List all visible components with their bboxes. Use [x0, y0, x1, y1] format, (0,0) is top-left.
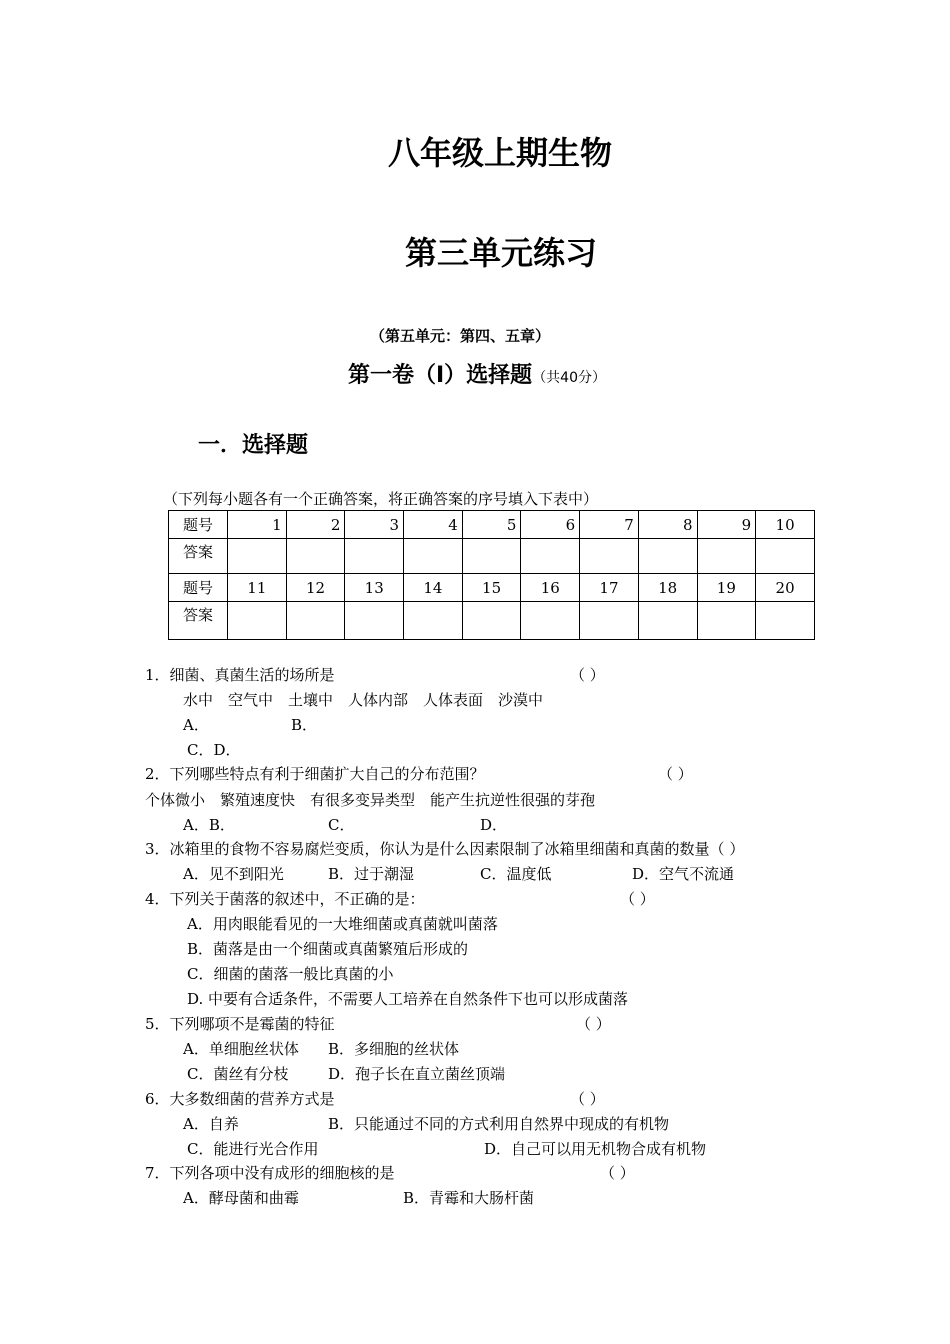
answer-cell[interactable] — [345, 539, 404, 574]
instruction-text: （下列每小题各有一个正确答案，将正确答案的序号填入下表中） — [163, 490, 599, 508]
section-heading: 一．选择题 — [198, 433, 309, 458]
answer-cell[interactable] — [638, 602, 697, 640]
question-number-cell: 5 — [462, 511, 521, 539]
question-number-cell: 14 — [404, 574, 463, 602]
question-number-cell: 9 — [697, 511, 756, 539]
question-number-cell: 19 — [697, 574, 756, 602]
answer-cell[interactable] — [756, 539, 815, 574]
question-6-answer-bracket: （ ） — [570, 1090, 605, 1108]
question-1-option-a: A． — [183, 716, 209, 734]
question-5-option-a: A．单细胞丝状体 — [183, 1040, 299, 1058]
table-row — [169, 574, 815, 602]
question-1-option-cd: C．D． — [187, 741, 241, 759]
table-row — [169, 539, 815, 574]
question-1-stem: 1．细菌、真菌生活的场所是 — [145, 666, 335, 684]
answer-cell[interactable] — [228, 602, 287, 640]
part-title: 第一卷（I）选择题 — [348, 363, 533, 388]
question-1-option-b: B． — [291, 716, 318, 734]
answer-cell[interactable] — [462, 602, 521, 640]
document-title: 八年级上期生物 — [388, 134, 613, 172]
question-5-option-b: B．多细胞的丝状体 — [328, 1040, 460, 1058]
answer-table — [168, 510, 815, 640]
answer-cell[interactable] — [638, 539, 697, 574]
answer-cell[interactable] — [580, 602, 639, 640]
question-number-cell: 6 — [521, 511, 580, 539]
answer-cell[interactable] — [286, 539, 345, 574]
question-number-cell: 13 — [345, 574, 404, 602]
answer-cell[interactable] — [345, 602, 404, 640]
table-row — [169, 602, 815, 640]
answer-cell[interactable] — [286, 602, 345, 640]
answer-cell[interactable] — [756, 602, 815, 640]
question-6-option-d: D．自己可以用无机物合成有机物 — [484, 1140, 707, 1158]
question-number-cell: 1 — [228, 511, 287, 539]
scope-note: （第五单元：第四、五章） — [370, 327, 551, 345]
answer-cell[interactable] — [462, 539, 521, 574]
question-number-cell: 4 — [404, 511, 463, 539]
question-6-option-b: B．只能通过不同的方式利用自然界中现成的有机物 — [328, 1115, 670, 1133]
question-5-option-c: C．菌丝有分枝 — [187, 1065, 289, 1083]
question-6-stem: 6．大多数细菌的营养方式是 — [145, 1090, 335, 1108]
question-number-cell: 8 — [638, 511, 697, 539]
question-4-option-c: C．细菌的菌落一般比真菌的小 — [187, 965, 394, 983]
question-2-stem: 2．下列哪些特点有利于细菌扩大自己的分布范围？ — [145, 765, 485, 783]
document-subtitle: 第三单元练习 — [405, 234, 598, 272]
question-4-option-b: B．菌落是由一个细菌或真菌繁殖后形成的 — [187, 940, 469, 958]
question-4-option-a: A．用肉眼能看见的一大堆细菌或真菌就叫菌落 — [187, 915, 498, 933]
question-7-option-a: A．酵母菌和曲霉 — [183, 1189, 299, 1207]
question-4-option-d: D. 中要有合适条件，不需要人工培养在自然条件下也可以形成菌落 — [187, 990, 629, 1008]
question-2-option-c: C． — [328, 816, 355, 834]
answer-cell[interactable] — [404, 539, 463, 574]
question-6-option-a: A．自养 — [183, 1115, 239, 1133]
answer-cell[interactable] — [228, 539, 287, 574]
question-4-stem: 4．下列关于菌落的叙述中，不正确的是： — [145, 890, 425, 908]
question-3-option-a: A．见不到阳光 — [183, 865, 284, 883]
question-number-cell: 11 — [228, 574, 287, 602]
question-2-answer-bracket: （ ） — [658, 765, 693, 783]
question-3-stem: 3．冰箱里的食物不容易腐烂变质，你认为是什么因素限制了冰箱里细菌和真菌的数量（ ） — [145, 840, 745, 858]
question-2-option-ab: A．B． — [183, 816, 235, 834]
question-number-cell: 16 — [521, 574, 580, 602]
question-5-answer-bracket: （ ） — [576, 1015, 611, 1033]
question-2-items: 个体微小 繁殖速度快 有很多变异类型 能产生抗逆性很强的芽孢 — [145, 791, 596, 809]
table-row-label: 题号 — [169, 574, 228, 602]
table-row-label: 题号 — [169, 511, 228, 539]
question-7-answer-bracket: （ ） — [600, 1164, 635, 1182]
question-3-option-c: C．温度低 — [480, 865, 552, 883]
question-number-cell: 7 — [580, 511, 639, 539]
question-number-cell: 20 — [756, 574, 815, 602]
question-number-cell: 17 — [580, 574, 639, 602]
answer-cell[interactable] — [521, 539, 580, 574]
question-2-option-d: D． — [480, 816, 508, 834]
table-row-label: 答案 — [169, 539, 228, 574]
part-heading — [348, 358, 606, 389]
question-number-cell: 10 — [756, 511, 815, 539]
question-5-option-d: D．孢子长在直立菌丝顶端 — [328, 1065, 506, 1083]
question-number-cell: 15 — [462, 574, 521, 602]
question-number-cell: 18 — [638, 574, 697, 602]
question-7-option-b: B．青霉和大肠杆菌 — [403, 1189, 535, 1207]
table-row — [169, 511, 815, 539]
question-6-option-c: C．能进行光合作用 — [187, 1140, 319, 1158]
question-7-stem: 7．下列各项中没有成形的细胞核的是 — [145, 1164, 395, 1182]
question-1-items: 水中 空气中 土壤中 人体内部 人体表面 沙漠中 — [183, 691, 544, 709]
question-3-option-d: D．空气不流通 — [632, 865, 735, 883]
question-5-stem: 5．下列哪项不是霉菌的特征 — [145, 1015, 335, 1033]
question-1-answer-bracket: （ ） — [570, 666, 605, 684]
question-number-cell: 3 — [345, 511, 404, 539]
answer-cell[interactable] — [697, 539, 756, 574]
answer-cell[interactable] — [580, 539, 639, 574]
question-4-answer-bracket: （ ） — [620, 890, 655, 908]
question-3-option-b: B．过于潮湿 — [328, 865, 415, 883]
question-number-cell: 12 — [286, 574, 345, 602]
answer-cell[interactable] — [697, 602, 756, 640]
part-score-note: （共40分） — [532, 370, 607, 386]
answer-cell[interactable] — [404, 602, 463, 640]
question-number-cell: 2 — [286, 511, 345, 539]
answer-cell[interactable] — [521, 602, 580, 640]
table-row-label: 答案 — [169, 602, 228, 640]
